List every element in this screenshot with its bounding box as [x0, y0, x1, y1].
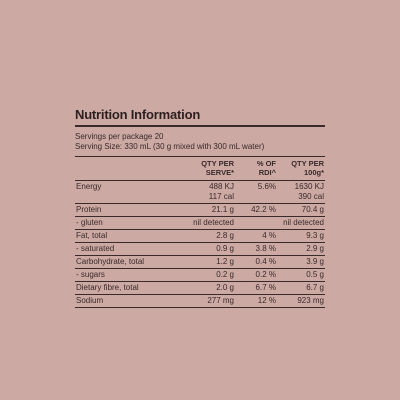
qty-per-100g: 9.3 g	[306, 231, 324, 240]
qty-per-100g: 1630 KJ 390 cal	[294, 182, 324, 201]
nutrient-name: - gluten	[76, 218, 103, 227]
servings-per-package: Servings per package 20	[75, 132, 164, 141]
nutrient-name: Energy	[76, 182, 102, 191]
nutrient-name: Sodium	[76, 296, 104, 305]
table-row-sugars	[75, 269, 325, 282]
table-header	[75, 157, 325, 181]
rdi-percent: 4 %	[262, 231, 276, 240]
qty-per-100g: 923 mg	[297, 296, 324, 305]
qty-per-100g: 0.5 g	[306, 270, 324, 279]
nutrient-name: Carbohydrate, total	[76, 257, 145, 266]
table-row-protein	[75, 204, 325, 217]
qty-per-serve: 2.8 g	[216, 231, 234, 240]
qty-per-100g: 6.7 g	[306, 283, 324, 292]
table-row-sodium	[75, 295, 325, 308]
table-row-dietary-fibre	[75, 282, 325, 295]
header-qty-per-serve: QTY PER SERVE*	[201, 159, 234, 177]
qty-per-serve: 0.9 g	[216, 244, 234, 253]
nutrient-name: - saturated	[76, 244, 115, 253]
table-row-fat-total	[75, 230, 325, 243]
qty-per-serve: 1.2 g	[216, 257, 234, 266]
qty-per-serve: 277 mg	[207, 296, 234, 305]
rdi-percent: 6.7 %	[255, 283, 276, 292]
rdi-percent	[234, 218, 276, 228]
table-row-carbohydrate	[75, 256, 325, 269]
qty-per-100g: 70.4 g	[301, 205, 324, 214]
panel-title: Nutrition Information	[75, 107, 325, 127]
qty-per-serve: 488 KJ 117 cal	[208, 182, 234, 201]
rdi-percent: 42.2 %	[251, 205, 276, 214]
table-row-gluten	[75, 217, 325, 230]
qty-per-serve: 21.1 g	[211, 205, 234, 214]
qty-per-serve: nil detected	[193, 218, 234, 227]
nutrient-name: Fat, total	[76, 231, 108, 240]
table-row-saturated	[75, 243, 325, 256]
qty-per-serve: 2.0 g	[216, 283, 234, 292]
nutrient-name: Protein	[76, 205, 102, 214]
header-nutrient	[75, 159, 180, 177]
rdi-percent: 12 %	[257, 296, 276, 305]
serving-size: Serving Size: 330 mL (30 g mixed with 300 mL water)	[75, 142, 265, 151]
qty-per-serve: 0.2 g	[216, 270, 234, 279]
qty-per-100g: 2.9 g	[306, 244, 324, 253]
nutrient-name: - sugars	[76, 270, 105, 279]
qty-per-100g: 3.9 g	[306, 257, 324, 266]
table-row-energy	[75, 181, 325, 204]
rdi-percent: 0.2 %	[255, 270, 276, 279]
rdi-percent: 5.6%	[257, 182, 276, 191]
nutrition-table	[75, 156, 325, 308]
rdi-percent: 3.8 %	[255, 244, 276, 253]
header-qty-per-100g: QTY PER 100g*	[291, 159, 324, 177]
header-rdi: % OF RDI^	[256, 159, 276, 177]
nutrient-name: Dietary fibre, total	[76, 283, 139, 292]
qty-per-100g: nil detected	[283, 218, 324, 227]
rdi-percent: 0.4 %	[255, 257, 276, 266]
nutrition-panel	[75, 107, 325, 308]
